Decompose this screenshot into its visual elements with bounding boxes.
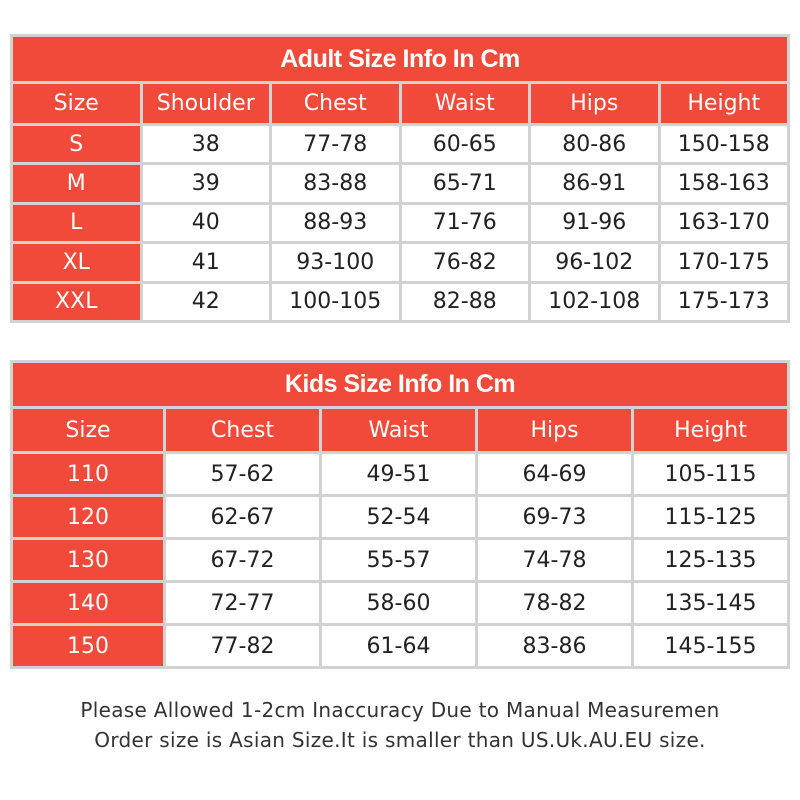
- kids-table-cell: 83-86: [478, 626, 631, 666]
- adult-table-cell: 175-173: [661, 284, 788, 320]
- adult-table-cell: 88-93: [272, 205, 399, 241]
- adult-table-cell: 60-65: [402, 126, 529, 162]
- kids-table-cell: 64-69: [478, 454, 631, 494]
- adult-table-cell: 158-163: [661, 165, 788, 201]
- kids-size-label: 110: [13, 454, 163, 494]
- kids-size-label: 140: [13, 583, 163, 623]
- adult-table-cell: 77-78: [272, 126, 399, 162]
- adult-table-cell: 96-102: [531, 244, 658, 280]
- kids-table-cell: 78-82: [478, 583, 631, 623]
- adult-table-cell: 80-86: [531, 126, 658, 162]
- adult-table-cell: 76-82: [402, 244, 529, 280]
- adult-header-shoulder: Shoulder: [143, 84, 270, 123]
- adult-table-cell: 100-105: [272, 284, 399, 320]
- adult-header-height: Height: [661, 84, 788, 123]
- adult-header-chest: Chest: [272, 84, 399, 123]
- kids-table-cell: 77-82: [166, 626, 319, 666]
- adult-table-cell: 91-96: [531, 205, 658, 241]
- adult-table-cell: 93-100: [272, 244, 399, 280]
- adult-table-title: Adult Size Info In Cm: [13, 37, 787, 81]
- kids-size-label: 150: [13, 626, 163, 666]
- kids-table-cell: 62-67: [166, 497, 319, 537]
- kids-header-hips: Hips: [478, 409, 631, 451]
- kids-table-cell: 67-72: [166, 540, 319, 580]
- adult-table-cell: 82-88: [402, 284, 529, 320]
- adult-size-table: [10, 34, 790, 323]
- kids-table-cell: 74-78: [478, 540, 631, 580]
- adult-table-cell: 71-76: [402, 205, 529, 241]
- adult-table-cell: 86-91: [531, 165, 658, 201]
- adult-size-label: L: [13, 205, 140, 241]
- kids-table-cell: 57-62: [166, 454, 319, 494]
- kids-header-chest: Chest: [166, 409, 319, 451]
- adult-size-label: M: [13, 165, 140, 201]
- kids-table-cell: 105-115: [634, 454, 787, 494]
- kids-table-cell: 135-145: [634, 583, 787, 623]
- adult-header-waist: Waist: [402, 84, 529, 123]
- adult-header-size: Size: [13, 84, 140, 123]
- kids-size-label: 130: [13, 540, 163, 580]
- adult-table-cell: 170-175: [661, 244, 788, 280]
- kids-table-cell: 61-64: [322, 626, 475, 666]
- adult-table-cell: 41: [143, 244, 270, 280]
- adult-table-cell: 150-158: [661, 126, 788, 162]
- kids-table-cell: 58-60: [322, 583, 475, 623]
- adult-table-cell: 42: [143, 284, 270, 320]
- kids-table-cell: 125-135: [634, 540, 787, 580]
- adult-table-cell: 40: [143, 205, 270, 241]
- kids-size-label: 120: [13, 497, 163, 537]
- kids-table-cell: 52-54: [322, 497, 475, 537]
- kids-header-height: Height: [634, 409, 787, 451]
- adult-table-cell: 65-71: [402, 165, 529, 201]
- adult-size-label: XXL: [13, 284, 140, 320]
- kids-table-title: Kids Size Info In Cm: [13, 363, 787, 406]
- kids-table-cell: 49-51: [322, 454, 475, 494]
- kids-size-table: [10, 360, 790, 669]
- adult-table-cell: 38: [143, 126, 270, 162]
- asian-size-note: Order size is Asian Size.It is smaller than US.Uk.AU.EU size.: [94, 728, 706, 752]
- adult-size-label: S: [13, 126, 140, 162]
- kids-table-cell: 145-155: [634, 626, 787, 666]
- measurement-note: Please Allowed 1-2cm Inaccuracy Due to Manual Measuremen: [80, 698, 720, 722]
- adult-table-cell: 102-108: [531, 284, 658, 320]
- kids-table-cell: 115-125: [634, 497, 787, 537]
- adult-table-cell: 163-170: [661, 205, 788, 241]
- adult-header-hips: Hips: [531, 84, 658, 123]
- kids-header-size: Size: [13, 409, 163, 451]
- kids-table-cell: 69-73: [478, 497, 631, 537]
- adult-size-label: XL: [13, 244, 140, 280]
- kids-table-cell: 72-77: [166, 583, 319, 623]
- kids-table-cell: 55-57: [322, 540, 475, 580]
- adult-table-cell: 83-88: [272, 165, 399, 201]
- adult-table-cell: 39: [143, 165, 270, 201]
- kids-header-waist: Waist: [322, 409, 475, 451]
